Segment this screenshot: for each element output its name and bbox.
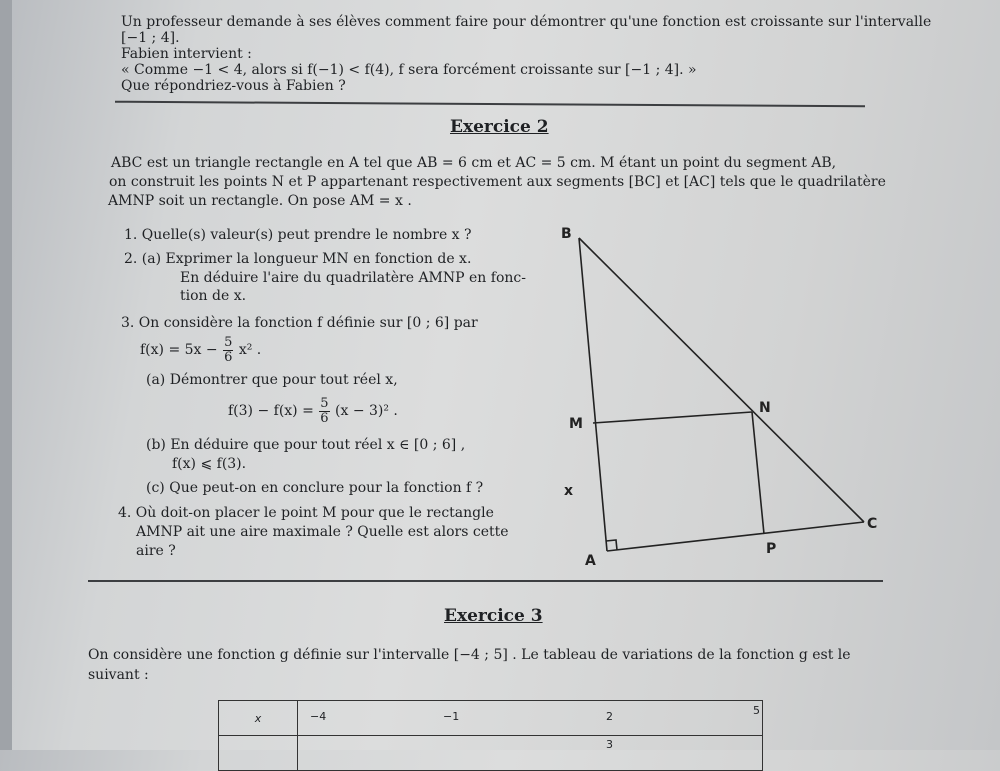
function-f-definition (140, 336, 261, 364)
fraction-5-6-identity (319, 397, 329, 425)
table-row (219, 736, 763, 771)
table-variations-g (298, 736, 763, 771)
identity-right: (x − 3)² . (335, 403, 398, 420)
identity-left: f(3) − f(x) = (228, 403, 314, 420)
label-N: N (759, 400, 771, 416)
fraction-denominator: 6 (320, 410, 329, 426)
value-2: 2 (606, 710, 613, 723)
segment-AC (607, 522, 864, 551)
question-4-line-3: aire ? (136, 543, 176, 559)
label-C: C (867, 516, 878, 532)
fraction-numerator: 5 (320, 396, 329, 411)
question-3c: (c) Que peut-on en conclure pour la fonction f ? (146, 480, 484, 496)
exercise-2-title: Exercice 2 (450, 117, 549, 137)
formula-right: x² . (238, 342, 262, 359)
table-header-x: x (219, 701, 298, 736)
ex2-paragraph-line-1: ABC est un triangle rectangle en A tel que AB = 6 cm et AC = 5 cm. M étant un point du segment AB, (111, 155, 837, 171)
intro-line-3: Fabien intervient : (121, 46, 252, 62)
value-minus-1: −1 (443, 710, 460, 723)
fraction-5-6 (223, 336, 233, 364)
question-3b-line-1: (b) En déduire que pour tout réel x ∈ [0 ; 6] , (146, 437, 466, 453)
intro-line-5: Que répondriez-vous à Fabien ? (121, 78, 346, 94)
question-2a-line-3: tion de x. (180, 288, 247, 304)
segment-NP (752, 412, 764, 534)
separator-middle (88, 580, 883, 582)
label-x: x (564, 483, 574, 499)
fraction-numerator: 5 (224, 335, 233, 350)
question-2a-line-1: 2. (a) Exprimer la longueur MN en fonction de x. (124, 251, 472, 267)
variation-table (218, 700, 763, 771)
segment-AB (579, 238, 607, 551)
table-row (219, 701, 763, 736)
question-4-line-2: AMNP ait une aire maximale ? Quelle est alors cette (136, 524, 509, 540)
ex3-paragraph-line-2: suivant : (88, 667, 149, 683)
intro-line-1: Un professeur demande à ses élèves comment faire pour démontrer qu'une fonction est croissante sur l'intervalle (121, 14, 932, 30)
label-M: M (569, 416, 583, 432)
identity-formula (228, 397, 398, 425)
binder-margin (0, 0, 30, 750)
right-angle-marker (606, 540, 617, 550)
question-4-line-1: 4. Où doit-on placer le point M pour que le rectangle (118, 505, 494, 521)
value-3: 3 (606, 738, 613, 751)
ex2-paragraph-line-2: on construit les points N et P appartenant respectivement aux segments [BC] et [AC] tels que le quadrilatère (109, 174, 886, 190)
triangle-figure (555, 218, 895, 578)
table-values-x (298, 701, 763, 736)
separator-top (115, 101, 865, 107)
formula-left: f(x) = 5x − (140, 342, 218, 359)
value-minus-4: −4 (310, 710, 327, 723)
question-1: 1. Quelle(s) valeur(s) peut prendre le nombre x ? (124, 227, 472, 243)
question-3a: (a) Démontrer que pour tout réel x, (146, 372, 398, 388)
exercise-3-title: Exercice 3 (444, 606, 543, 626)
table-header-g (219, 736, 298, 771)
segment-BC (579, 238, 864, 522)
fraction-denominator: 6 (224, 349, 233, 365)
intro-line-4: « Comme −1 < 4, alors si f(−1) < f(4), f sera forcément croissante sur [−1 ; 4]. » (121, 62, 697, 78)
label-P: P (766, 541, 777, 557)
label-A: A (585, 553, 596, 569)
ex3-paragraph-line-1: On considère une fonction g définie sur l'intervalle [−4 ; 5] . Le tableau de variations de la fonction g est le (88, 647, 851, 663)
ex2-paragraph-line-3: AMNP soit un rectangle. On pose AM = x . (108, 193, 412, 209)
question-3b-line-2: f(x) ⩽ f(3). (172, 456, 247, 472)
question-2a-line-2: En déduire l'aire du quadrilatère AMNP en fonc- (180, 270, 526, 286)
intro-line-2: [−1 ; 4]. (121, 30, 180, 46)
segment-MN (593, 412, 752, 423)
value-5: 5 (753, 704, 760, 717)
question-3: 3. On considère la fonction f définie sur [0 ; 6] par (121, 315, 478, 331)
label-B: B (561, 226, 572, 242)
